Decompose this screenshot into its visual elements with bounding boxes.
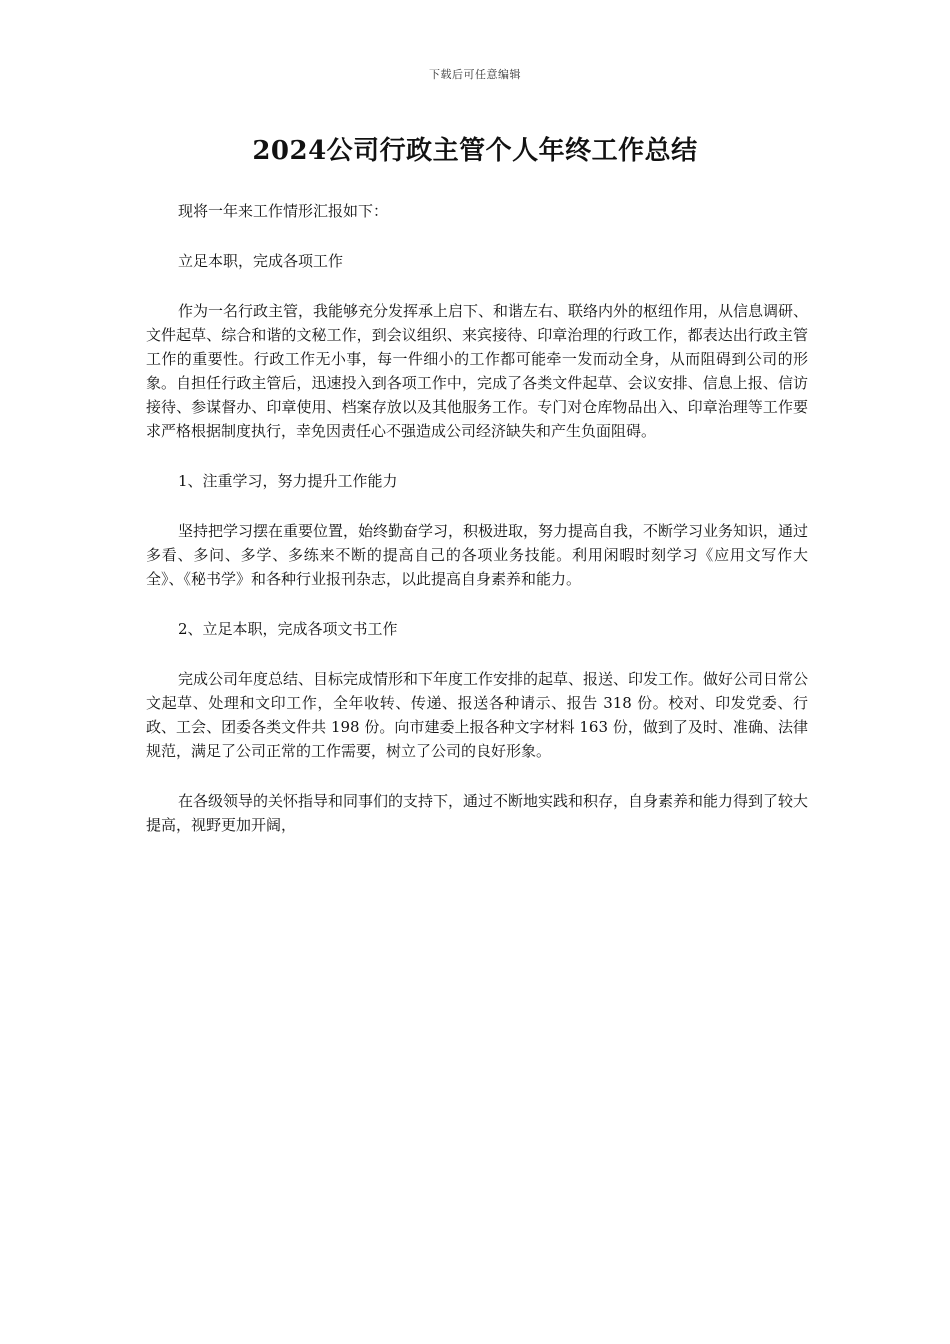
- paragraph-intro: 现将一年来工作情形汇报如下：: [178, 202, 389, 220]
- section-heading: 立足本职，完成各项工作: [178, 252, 344, 270]
- paragraph: 完成公司年度总结、目标完成情形和下年度工作安排的起草、报送、印发工作。做好公司日常公文起草、处理和文印工作，全年收转、传递、报送各种请示、报告 318 份。校对、印发党委、行政、工会、团委各类文件共 198 份。向市建委上报各种文字材料 163 份，做到了及时、准确、法律规范，满足了公司正常的工作需要，树立了公司的良好形象。: [146, 670, 809, 760]
- section-heading: 2、立足本职，完成各项文书工作: [178, 620, 398, 638]
- paragraph: 作为一名行政主管，我能够充分发挥承上启下、和谐左右、联络内外的枢纽作用，从信息调研、文件起草、综合和谐的文秘工作，到会议组织、来宾接待、印章治理的行政工作，都表达出行政主管工作的重要性。行政工作无小事，每一件细小的工作都可能牵一发而动全身，从而阻碍到公司的形象。自担任行政主管后，迅速投入到各项工作中，完成了各类文件起草、会议安排、信息上报、信访接待、参谋督办、印章使用、档案存放以及其他服务工作。专门对仓库物品出入、印章治理等工作要求严格根据制度执行，幸免因责任心不强造成公司经济缺失和产生负面阻碍。: [146, 302, 809, 440]
- document-title: 2024公司行政主管个人年终工作总结: [252, 136, 698, 166]
- header-note: 下载后可任意编辑: [429, 68, 521, 81]
- paragraph: 坚持把学习摆在重要位置，始终勤奋学习，积极进取，努力提高自我，不断学习业务知识，通过多看、多问、多学、多练来不断的提高自己的各项业务技能。利用闲暇时刻学习《应用文写作大全》、《秘书学》和各种行业报刊杂志，以此提高自身素养和能力。: [146, 522, 809, 588]
- paragraph: 在各级领导的关怀指导和同事们的支持下，通过不断地实践和积存，自身素养和能力得到了较大提高，视野更加开阔，: [146, 792, 809, 834]
- section-heading: 1、注重学习，努力提升工作能力: [178, 472, 398, 490]
- document-body: [146, 199, 808, 863]
